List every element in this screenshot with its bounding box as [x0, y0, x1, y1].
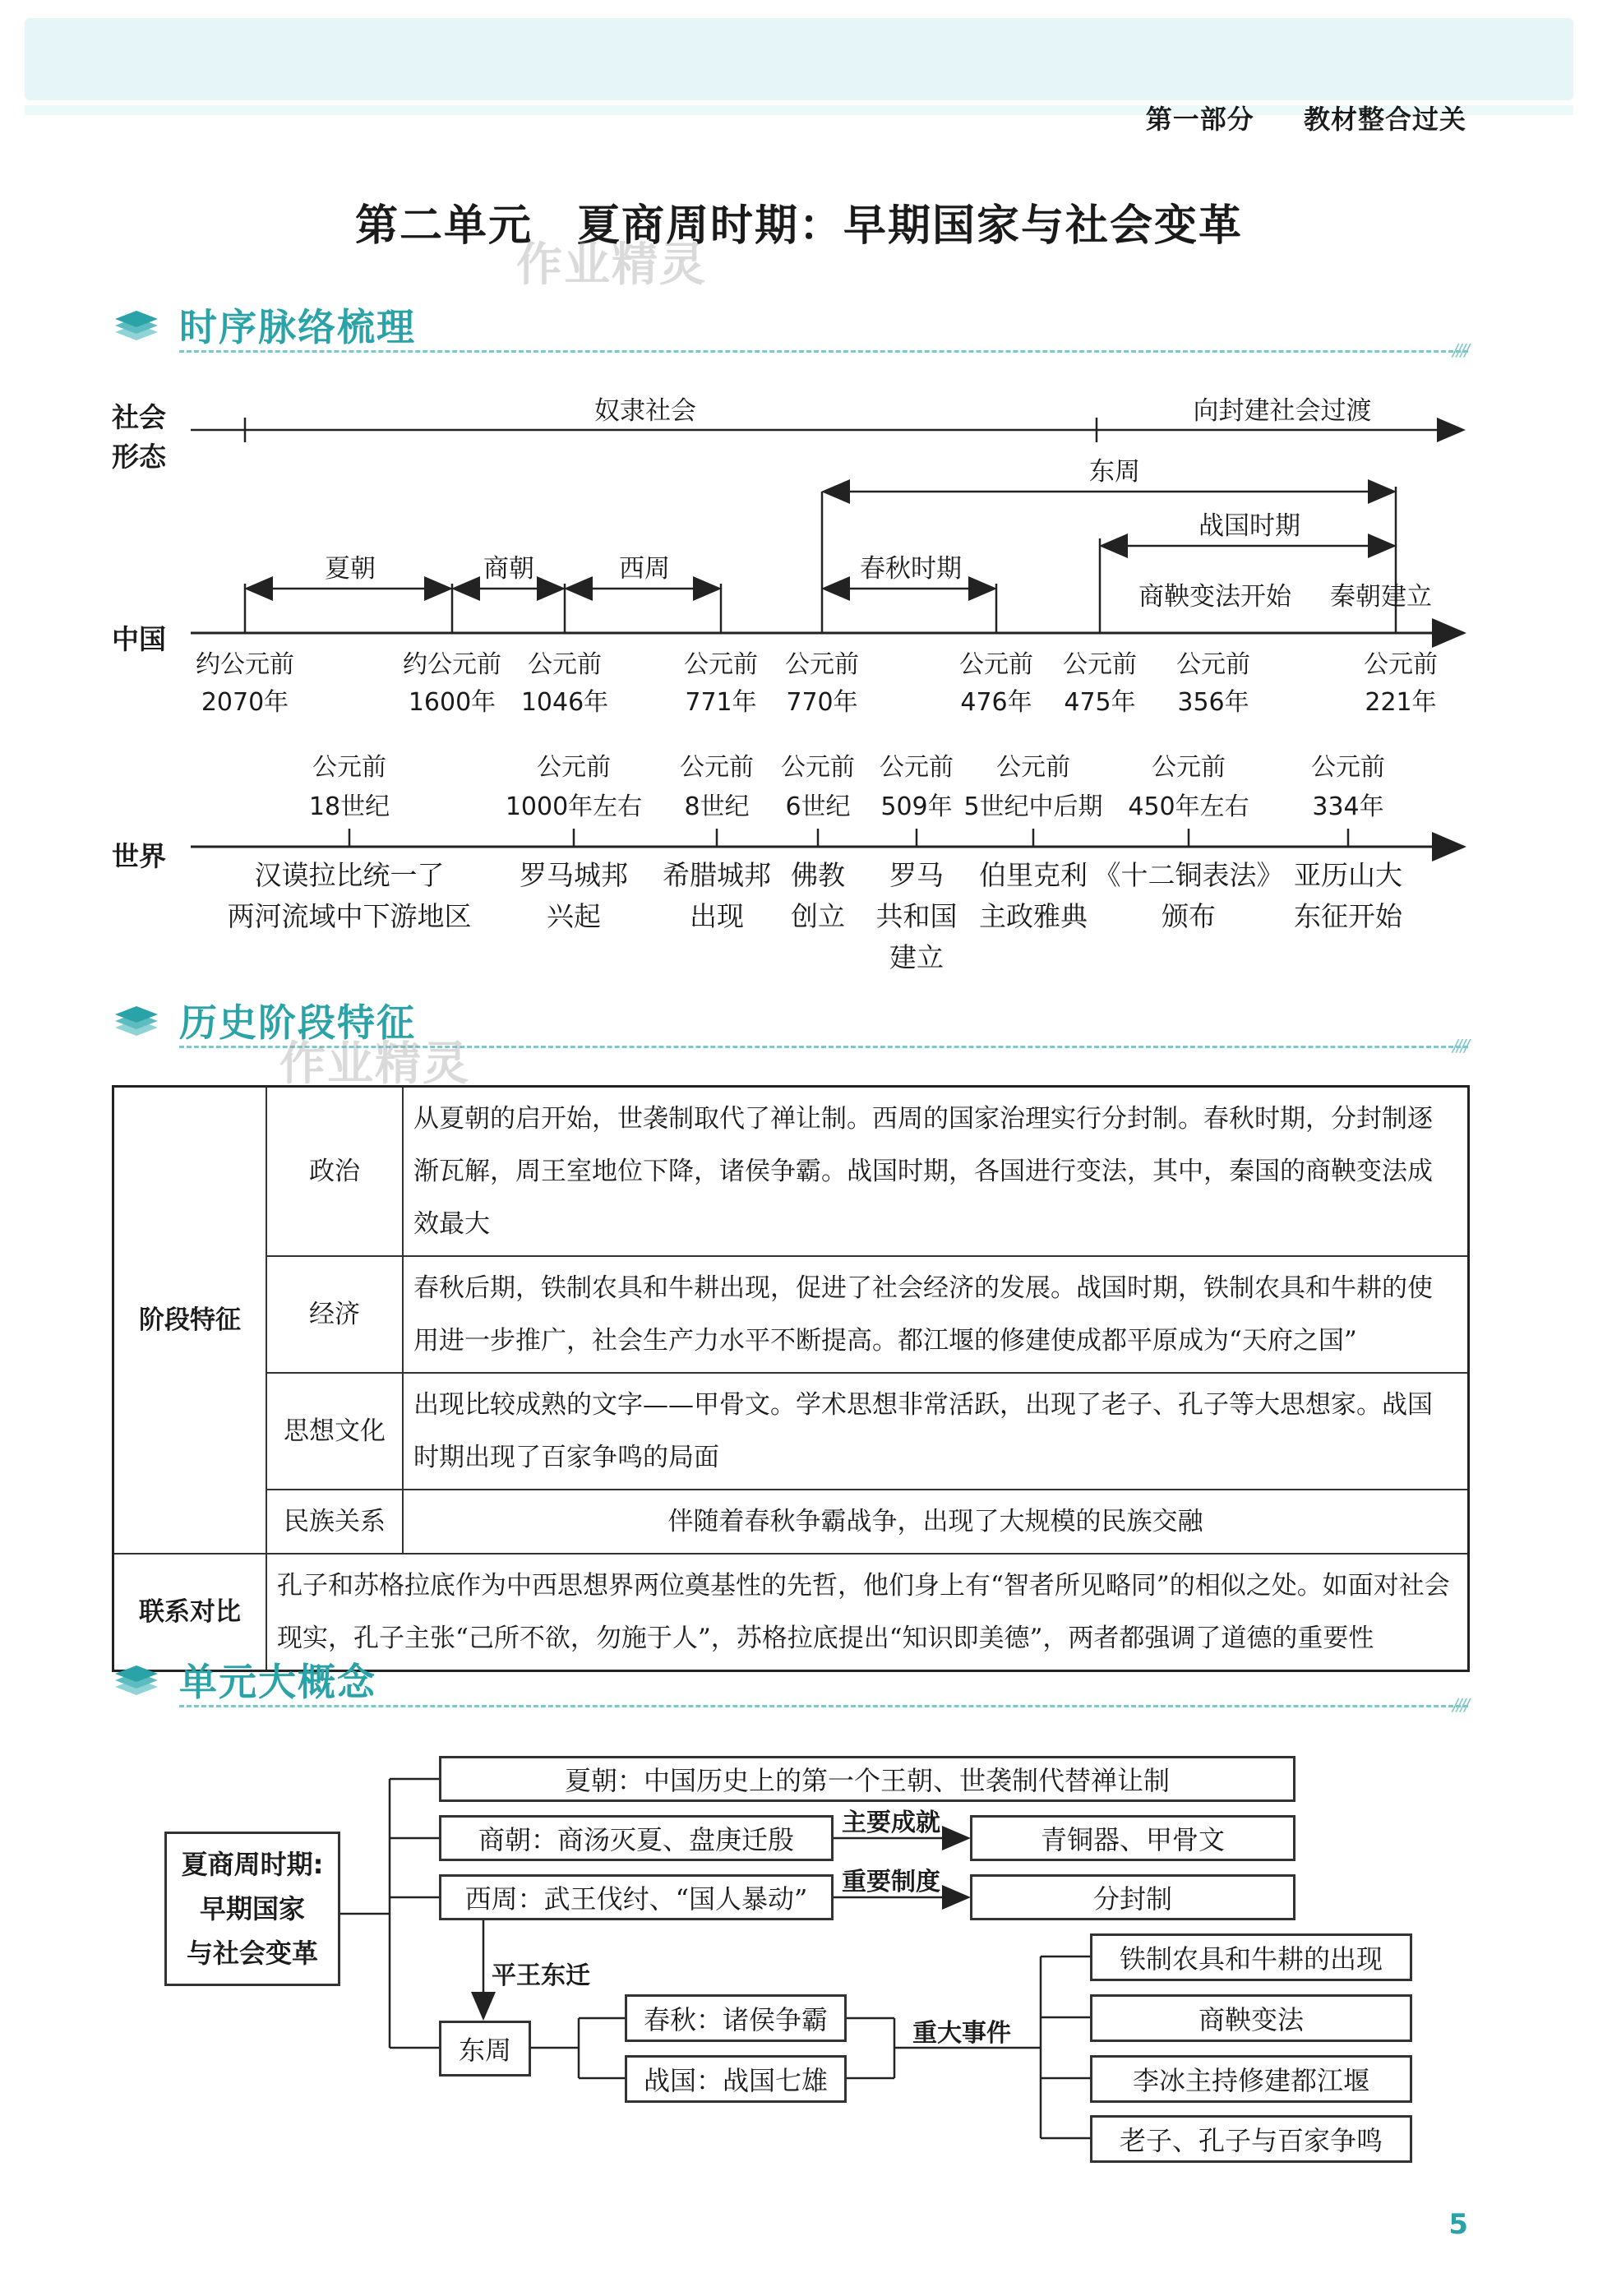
section-tick-marks: ////	[1453, 1036, 1468, 1056]
shangyang-label: 商鞅变法开始	[1138, 582, 1291, 612]
content-cell: 孔子和苏格拉底作为中西思想界两位奠基性的先哲，他们身上有“智者所见略同”的相似之处。如面对社会现实，孔子主张“己所不欲，勿施于人”，苏格拉底提出“知识即美德”，两者都强调了道德的重要性	[266, 1554, 1469, 1671]
subcategory-cell: 思想文化	[266, 1373, 403, 1490]
system-label: 重要制度	[842, 1868, 940, 1896]
shang-box: 商朝：商汤灭夏、盘庚迁殷	[439, 1815, 834, 1861]
world-event: 罗马 共和国 建立	[875, 859, 958, 973]
china-date: 公元前 475年	[1063, 650, 1137, 717]
subcategory-cell: 民族关系	[266, 1490, 403, 1554]
page-number: 5	[1448, 2208, 1468, 2241]
header-part: 第一部分	[1145, 104, 1254, 135]
content-cell: 伴随着春秋争霸战争，出现了大规模的民族交融	[403, 1490, 1469, 1554]
page-title: 第二单元 夏商周时期：早期国家与社会变革	[354, 201, 1243, 251]
event-box: 老子、孔子与百家争鸣	[1090, 2115, 1412, 2163]
system-box: 分封制	[970, 1874, 1295, 1920]
world-event: 希腊城邦 出现	[663, 859, 771, 932]
section-concept	[112, 1652, 1468, 1715]
section-title-features: 历史阶段特征	[179, 1000, 416, 1045]
section-title-concept: 单元大概念	[179, 1660, 376, 1704]
world-event: 《十二铜表法》 颁布	[1093, 859, 1284, 932]
event-box: 商鞅变法	[1090, 1994, 1412, 2042]
china-date: 公元前 221年	[1364, 650, 1438, 717]
event-box: 铁制农具和牛耕的出现	[1090, 1933, 1412, 1981]
china-date: 公元前 476年	[959, 650, 1033, 717]
category-cell: 阶段特征	[113, 1087, 267, 1555]
section-divider	[179, 1705, 1468, 1707]
world-date: 公元前 5世纪中后期	[963, 753, 1103, 821]
china-date: 公元前 771年	[684, 650, 758, 717]
section-tick-marks: ////	[1453, 1695, 1468, 1715]
zhanguo-label: 战国时期	[1198, 511, 1300, 541]
books-icon	[112, 306, 161, 347]
subcategory-cell: 经济	[266, 1256, 403, 1373]
china-date: 公元前 356年	[1176, 650, 1250, 717]
world-date: 公元前 1000年左右	[505, 753, 643, 821]
slave-society-label: 奴隶社会	[594, 396, 696, 426]
content-cell: 春秋后期，铁制农具和牛耕出现，促进了社会经济的发展。战国时期，铁制农具和牛耕的使用进一步推广，社会生产力水平不断提高。都江堰的修建使成都平原成为“天府之国”	[403, 1256, 1469, 1373]
world-event: 亚历山大 东征开始	[1294, 859, 1402, 932]
watermark: 作业精灵	[516, 238, 707, 292]
section-title-timeline: 时序脉络梳理	[179, 305, 416, 349]
content-cell: 从夏朝的启开始，世袭制取代了禅让制。西周的国家治理实行分封制。春秋时期，分封制逐渐瓦解，周王室地位下降，诸侯争霸。战国时期，各国进行变法，其中，秦国的商鞅变法成效最大	[403, 1087, 1469, 1257]
feudal-transition-label: 向封建社会过渡	[1193, 396, 1372, 426]
chunqiu-label: 春秋时期	[860, 554, 962, 584]
world-date: 公元前 509年	[880, 753, 954, 821]
shang-label: 商朝	[483, 554, 534, 584]
world-event: 伯里克利 主政雅典	[979, 859, 1088, 932]
world-label: 世界	[112, 840, 166, 872]
section-timeline	[112, 298, 1468, 360]
table-row	[113, 1087, 1469, 1257]
move-east-label: 平王东迁	[492, 1961, 590, 1990]
achievement-label: 主要成就	[842, 1809, 940, 1837]
society-label: 社会 形态	[112, 401, 166, 473]
table-row	[113, 1256, 1469, 1373]
event-box: 李冰主持修建都江堰	[1090, 2055, 1412, 2103]
concept-root-box: 夏商周时期: 早期国家 与社会变革	[164, 1832, 340, 1986]
world-date: 公元前 450年左右	[1128, 753, 1249, 821]
books-icon	[112, 1661, 161, 1702]
zhanguo-box: 战国：战国七雄	[625, 2055, 847, 2103]
watermark-2: 作业精灵	[279, 1037, 470, 1091]
table-row	[113, 1373, 1469, 1490]
section-divider	[179, 350, 1468, 353]
content-cell: 出现比较成熟的文字——甲骨文。学术思想非常活跃，出现了老子、孔子等大思想家。战国时期出现了百家争鸣的局面	[403, 1373, 1469, 1490]
china-date: 公元前 1046年	[520, 650, 609, 717]
features-table	[112, 1085, 1470, 1672]
xizhou-label: 西周	[619, 554, 670, 584]
world-date: 公元前 8世纪	[680, 753, 754, 821]
world-date: 公元前 334年	[1311, 753, 1385, 821]
china-date: 公元前 770年	[785, 650, 859, 717]
world-date: 公元前 6世纪	[781, 753, 855, 821]
china-label: 中国	[112, 623, 166, 655]
china-date: 约公元前 2070年	[196, 650, 294, 717]
qin-label: 秦朝建立	[1330, 582, 1432, 612]
dongzhou-box: 东周	[439, 2021, 531, 2077]
chunqiu-box: 春秋：诸侯争霸	[625, 1994, 847, 2042]
world-event: 佛教 创立	[791, 859, 845, 932]
header-band	[25, 18, 1573, 100]
major-events-label: 重大事件	[912, 2019, 1011, 2048]
xizhou-box: 西周：武王伐纣、“国人暴动”	[439, 1874, 834, 1920]
world-event: 汉谟拉比统一了 两河流域中下游地区	[227, 859, 472, 932]
achievement-box: 青铜器、甲骨文	[970, 1815, 1295, 1861]
dongzhou-label: 东周	[1089, 457, 1140, 487]
xia-label: 夏朝	[325, 554, 376, 584]
page-header	[1146, 99, 1466, 136]
header-section: 教材整合过关	[1303, 104, 1466, 135]
world-date: 公元前 18世纪	[308, 753, 390, 821]
section-tick-marks: ////	[1453, 340, 1468, 360]
table-row	[113, 1490, 1469, 1554]
xia-box: 夏朝：中国历史上的第一个王朝、世袭制代替禅让制	[439, 1756, 1295, 1802]
books-icon	[112, 1001, 161, 1042]
category-cell: 联系对比	[113, 1554, 267, 1671]
world-event: 罗马城邦 兴起	[520, 859, 628, 932]
china-date: 约公元前 1600年	[403, 650, 501, 717]
subcategory-cell: 政治	[266, 1087, 403, 1257]
